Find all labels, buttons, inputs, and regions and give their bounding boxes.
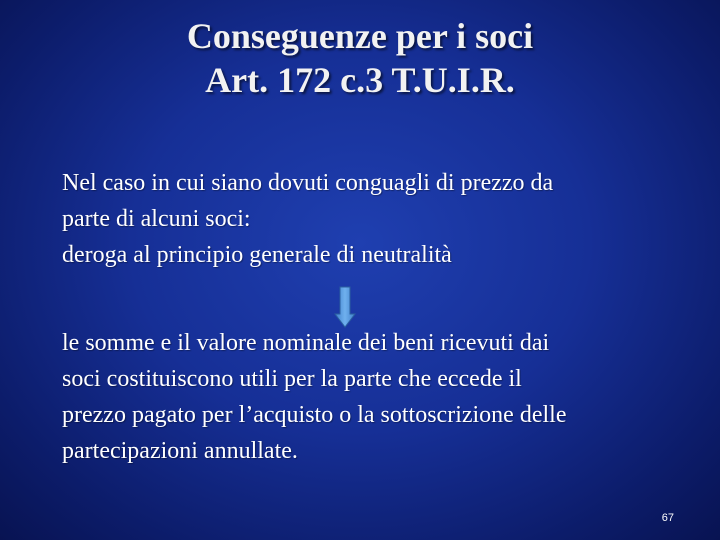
paragraph-2-line-3: prezzo pagato per l’acquisto o la sottoscrizione delle (62, 402, 567, 428)
slide-title-line-2: Art. 172 c.3 T.U.I.R. (205, 60, 515, 100)
paragraph-1-line-1: Nel caso in cui siano dovuti conguagli di prezzo da (62, 170, 554, 196)
paragraph-2-line-2: soci costituiscono utili per la parte che eccede il (62, 366, 522, 392)
body-paragraph-2 (62, 325, 682, 469)
paragraph-2-line-4: partecipazioni annullate. (62, 438, 298, 464)
down-arrow-icon (334, 286, 356, 328)
paragraph-1-line-2: parte di alcuni soci: (62, 206, 251, 232)
paragraph-1-line-3: deroga al principio generale di neutralità (62, 242, 452, 268)
slide-title-line-1: Conseguenze per i soci (186, 16, 534, 56)
paragraph-2-line-1: le somme e il valore nominale dei beni ricevuti dai (62, 330, 550, 356)
body-paragraph-1 (62, 165, 682, 273)
slide-title (0, 14, 720, 102)
page-number: 67 (661, 512, 674, 524)
